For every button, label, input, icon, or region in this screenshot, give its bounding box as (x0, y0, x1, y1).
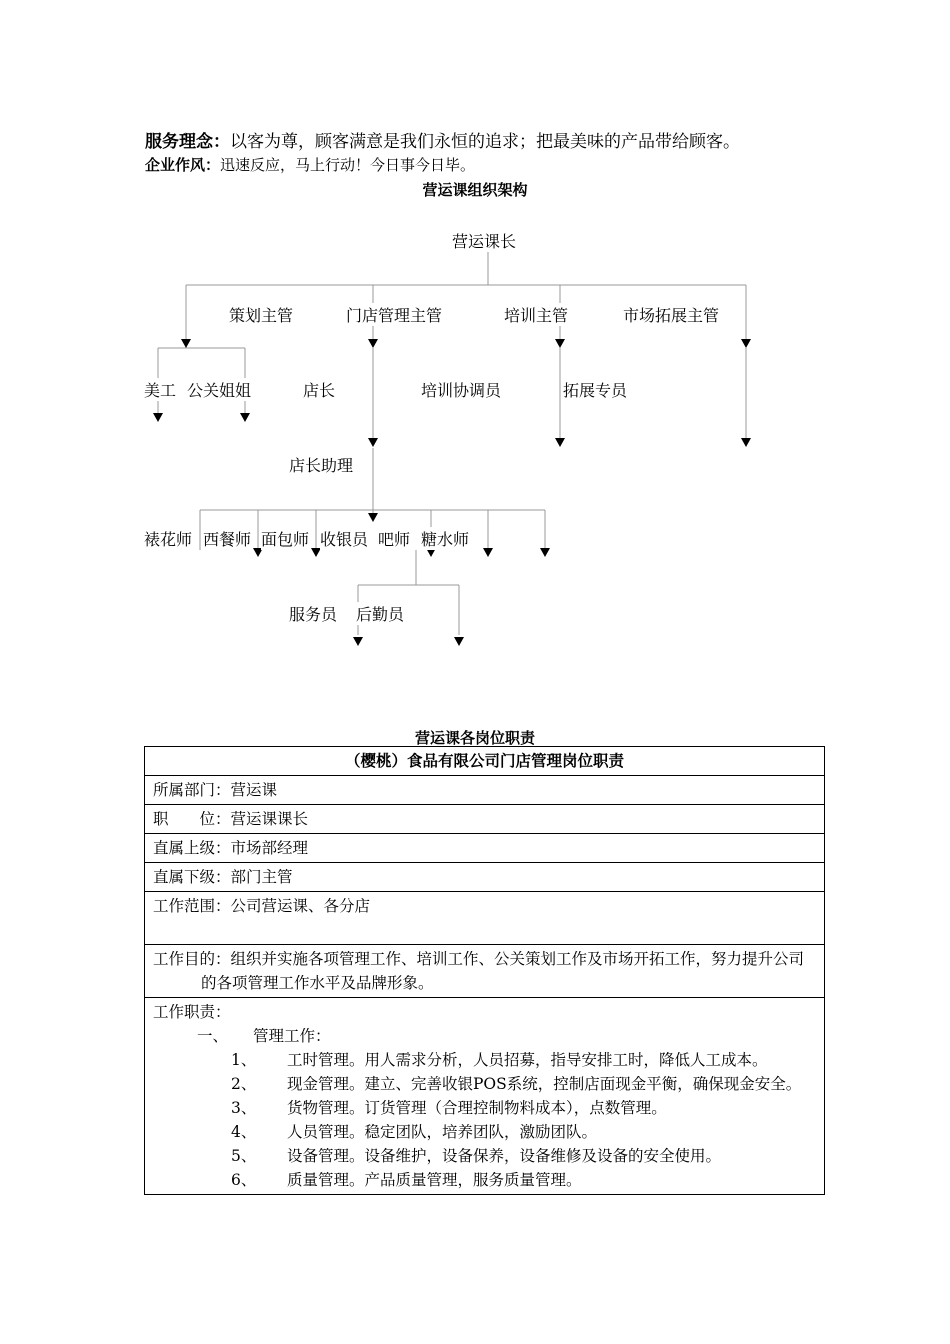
list-item (153, 1144, 816, 1168)
item-number: 5、 (231, 1147, 257, 1165)
list-item (153, 1168, 816, 1192)
org-root: 营运课长 (452, 229, 516, 252)
responsibility-section (153, 1024, 816, 1048)
item-number: 6、 (231, 1171, 257, 1189)
org-staff-barista: 吧师 (378, 527, 410, 550)
item-number: 1、 (231, 1051, 257, 1069)
org-pr: 公关姐姐 (187, 378, 251, 401)
service-label: 服务理念： (145, 132, 230, 152)
item-text: 现金管理。建立、完善收银POS系统，控制店面现金平衡，确保现金安全。 (287, 1075, 802, 1093)
list-item (153, 1096, 816, 1120)
org-store-manager: 店长 (303, 381, 336, 400)
duties-table (144, 746, 825, 1195)
org-artist: 美工 (144, 378, 176, 401)
row-responsibilities (145, 998, 825, 1195)
org-staff-decorator: 裱花师 (144, 527, 192, 550)
row-subordinate: 直属下级：部门主管 (145, 863, 825, 892)
row-scope: 工作范围：公司营运课、各分店 (145, 892, 825, 945)
style-label: 企业作风： (145, 156, 221, 174)
section-number: 一、 (197, 1027, 229, 1045)
item-text: 货物管理。订货管理（合理控制物料成本），点数管理。 (287, 1099, 667, 1117)
item-number: 4、 (231, 1123, 257, 1141)
section-title: 管理工作： (253, 1027, 331, 1045)
org-staff-western-chef: 西餐师 (203, 527, 251, 550)
org-waiter: 服务员 (289, 605, 338, 624)
org-assistant: 店长助理 (289, 456, 354, 475)
purpose-text: 工作目的：组织并实施各项管理工作、培训工作、公关策划工作及市场开拓工作，努力提升公司的各项管理工作水平及品牌形象。 (153, 950, 805, 992)
list-item (153, 1120, 816, 1144)
item-text: 质量管理。产品质量管理，服务质量管理。 (287, 1171, 582, 1189)
item-text: 工时管理。用人需求分析，人员招募，指导安排工时，降低人工成本。 (287, 1051, 768, 1069)
list-item (153, 1072, 816, 1096)
item-text: 设备管理。设备维护，设备保养，设备维修及设备的安全使用。 (287, 1147, 722, 1165)
duties-section-title: 营运课各岗位职责 (414, 729, 535, 747)
service-text: 以客为尊，顾客满意是我们永恒的追求；把最美味的产品带给顾客。 (230, 132, 740, 152)
row-position: 职 位：营运课课长 (145, 805, 825, 834)
org-logistics: 后勤员 (356, 602, 404, 625)
item-number: 3、 (231, 1099, 257, 1117)
list-item (153, 1048, 816, 1072)
org-manager-market: 市场拓展主管 (623, 306, 720, 325)
row-purpose (145, 945, 825, 998)
item-text: 人员管理。稳定团队，培养团队，激励团队。 (287, 1123, 598, 1141)
row-department: 所属部门：营运课 (145, 776, 825, 805)
responsibilities-label: 工作职责： (153, 1003, 231, 1021)
duties-table-title: （樱桃）食品有限公司门店管理岗位职责 (145, 747, 825, 776)
org-staff-dessert: 糖水师 (421, 527, 469, 550)
org-training-coordinator: 培训协调员 (421, 381, 502, 400)
org-staff-cashier: 收银员 (320, 527, 368, 550)
style-text: 迅速反应，马上行动！今日事今日毕。 (220, 156, 476, 174)
org-manager-planning: 策划主管 (229, 306, 294, 325)
item-number: 2、 (231, 1075, 257, 1093)
org-manager-training: 培训主管 (504, 303, 568, 326)
org-manager-store: 门店管理主管 (346, 303, 442, 326)
row-superior: 直属上级：市场部经理 (145, 834, 825, 863)
org-chart-title: 营运课组织架构 (422, 181, 528, 199)
org-staff-baker: 面包师 (261, 527, 309, 550)
org-expansion-specialist: 拓展专员 (563, 378, 627, 401)
